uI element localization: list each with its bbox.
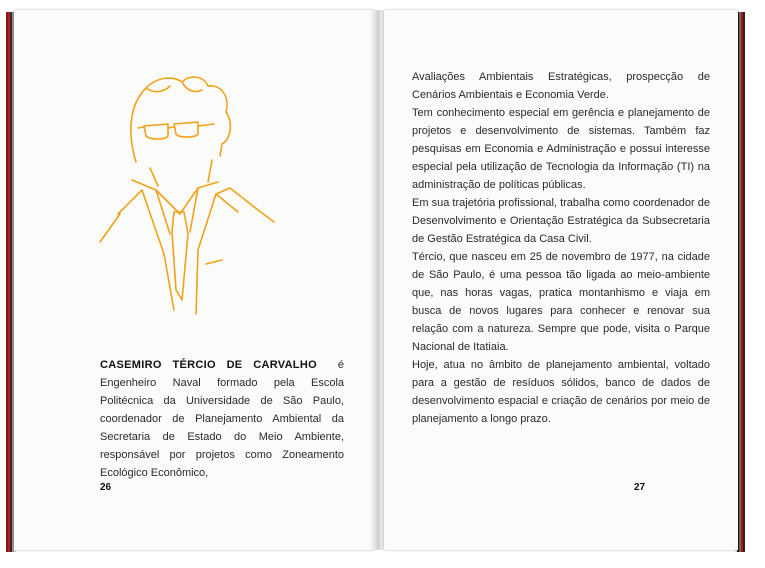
paragraph: Em sua trajetória profissional, trabalha como coordenador de Desenvolvimento e Orientação Estratégica da Subsecretaria de Gestão Estratégica da Casa Civil.: [412, 197, 710, 245]
paragraph: Tem conhecimento especial em gerência e planejamento de projetos e desenvolvimento de sistemas. Também faz pesquisas em Economia e Administração e possui interesse especial pela utilização de Tecnologia da Informação (TI) na administração de políticas públicas.: [412, 107, 710, 191]
paragraph: Avaliações Ambientais Estratégicas, prospecção de Cenários Ambientais e Economia Verde.: [412, 71, 710, 101]
portrait-icon: [98, 64, 278, 322]
page-number-right: 27: [634, 482, 646, 493]
left-page-text: [100, 356, 344, 482]
page-number-left: 26: [100, 482, 112, 493]
paragraph: Hoje, atua no âmbito de planejamento ambiental, voltado para a gestão de resíduos sólidos, banco de dados de desenvolvimento espacial e criação de cenários por meio de planejamento a longo prazo.: [412, 359, 710, 425]
right-page: [384, 10, 738, 550]
person-name: CASEMIRO TÉRCIO DE CARVALHO: [100, 359, 317, 371]
paragraph: Tércio, que nasceu em 25 de novembro de 1977, na cidade de São Paulo, é uma pessoa tão ligada ao meio-ambiente que, nas horas vagas, pratica montanhismo e viaja em busca de novos lugares para conhecer e renovar sua relação com a natureza. Sempre que pode, visita o Parque Nacional de Itatiaia.: [412, 251, 710, 353]
right-page-text: [412, 68, 710, 428]
intro-text: é Engenheiro Naval formado pela Escola Politécnica da Universidade de São Paulo, coordenador de Planejamento Ambiental da Secretaria de Estado do Meio Ambiente, responsável por projetos como Zoneamento Ecológico Econômico,: [100, 359, 344, 479]
left-page: [14, 10, 374, 550]
